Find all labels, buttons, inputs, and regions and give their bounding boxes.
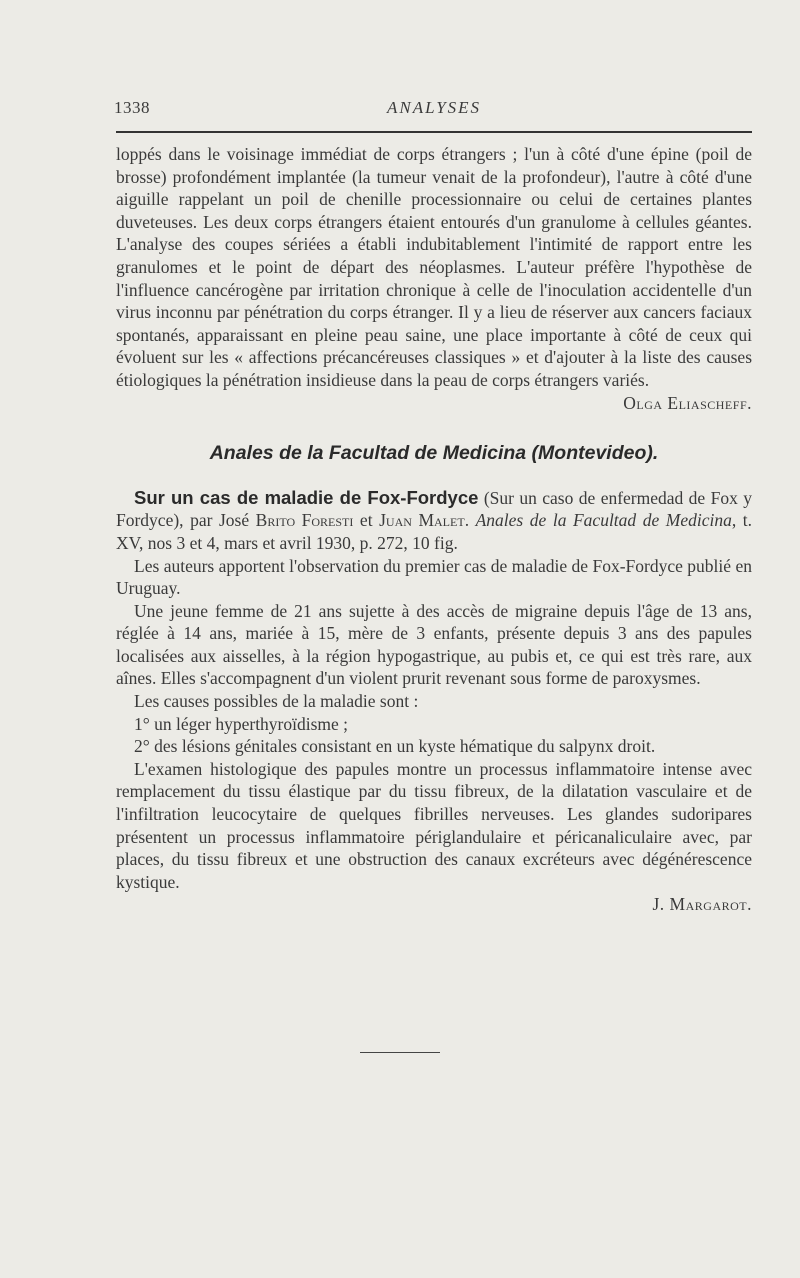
article2-paragraph-1: Les auteurs apportent l'observation du premier cas de maladie de Fox-Fordyce publié en Uruguay. [116,555,752,599]
article2-paragraph-3: Les causes possibles de la maladie sont : [134,691,419,712]
page-header [114,98,754,128]
page-body [116,143,752,916]
article2-signature: J. Margarot. [652,894,752,915]
ref-part3: . [464,510,476,531]
article1-paragraph: loppés dans le voisinage immédiat de corps étrangers ; l'un à côté d'une épine (poil de brosse) profondément implantée (la tumeur venait de la profondeur), l'autre à côté d'une aiguille rappelant un poil de chenille processionnaire ou celui de certaines plantes duveteuses. Les deux corps étrangers étaient entourés d'un granulome à cellules géantes. L'analyse des coupes sériées a établi indubitablement l'intimité de rapport entre les granulomes et le point de départ des néoplasmes. L'auteur préfère l'hypothèse de l'influence cancérogène par irritation chronique à celle de l'inoculation accidentelle d'un virus inconnu par pénétration du corps étranger. Il y a lieu de réserver aux cancers faciaux spontanés, apparaissant en pleine peau saine, une place importante à côté de ceux qui évoluent sur les « affections précancéreuses classiques » et d'ajouter à la liste des causes étiologiques la pénétration insidieuse dans la peau de corps étrangers variés. [116,144,752,390]
end-rule [360,1052,440,1053]
ref-part1: (Sur un caso de enfermedad de Fox y Fordyce), par José [116,487,752,531]
article2-paragraph-6: L'examen histologique des papules montre un processus inflammatoire intense avec remplacement du tissu élastique par du tissu fibreux, de la dilatation vasculaire et de l'infiltration leucocytaire de quelques fibrilles nerveuses. Les glandes sudoripares présentent un processus inflammatoire périglandulaire et péricanaliculaire avec, par places, du tissu fibreux et une obstruction des canaux excréteurs avec dégénérescence kystique. [116,758,752,892]
journal-name: Anales de la Facultad de Medicina [475,510,732,531]
article2-paragraph-5: 2° des lésions génitales consistant en un kyste hématique du salpynx droit. [134,736,656,757]
article2-paragraph-4: 1° un léger hyperthyroïdisme ; [134,713,349,734]
running-head: ANALYSES [386,98,482,117]
article2-title: Sur un cas de maladie de Fox-Fordyce [134,486,479,508]
article1-signature: Olga Eliascheff. [623,392,752,413]
article2-reference [116,487,752,555]
ref-part4: , t. XV, nos 3 et 4, mars et avril 1930, p. 272, 10 fig. [116,510,753,553]
section-title: Anales de la Facultad de Medicina (Montevideo). [209,442,659,465]
author2: Juan Malet [379,510,465,531]
article2-paragraph-2: Une jeune femme de 21 ans sujette à des accès de migraine depuis l'âge de 13 ans, réglée à 14 ans, mariée à 15, mère de 3 enfants, présente depuis 3 ans des papules localisées aux aisselles, à la région hypogastrique, au pubis et, ce qui est très rare, aux aînes. Elles s'accompagnent d'un violent prurit revenant sous forme de paroxysmes. [116,600,752,689]
author1: Brito Foresti [255,510,354,531]
header-rule [116,131,752,133]
ref-part2: et [353,510,380,531]
page-number: 1338 [114,98,150,117]
